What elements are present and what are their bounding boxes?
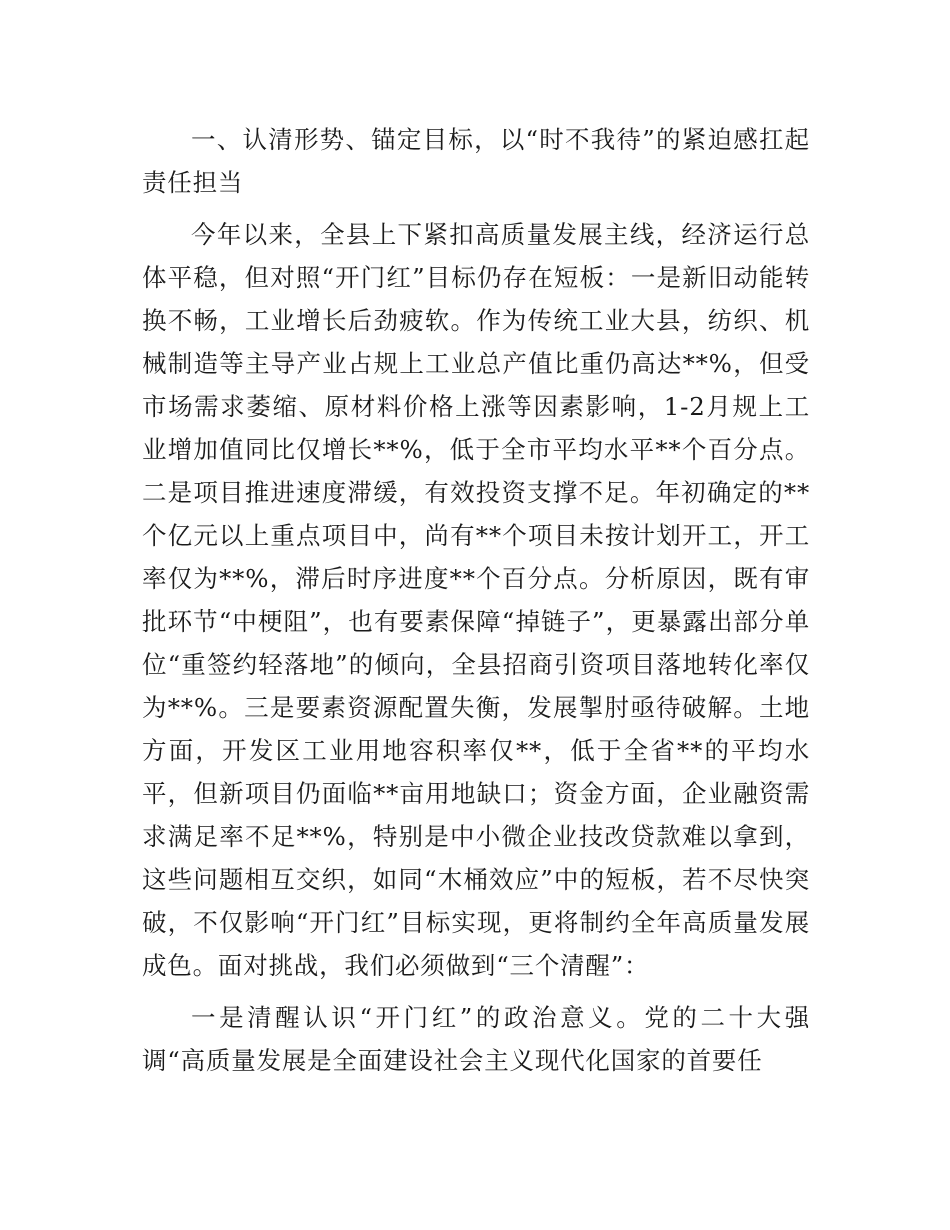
section-heading: 一、认清形势、锚定目标，以“时不我待”的紧迫感扛起责任担当 (142, 125, 810, 197)
body-paragraph-first-awareness: 一是清醒认识“开门红”的政治意义。党的二十大强调“高质量发展是全面建设社会主义现代化国家的首要任 (142, 1003, 810, 1075)
body-paragraph-situation: 今年以来，全县上下紧扣高质量发展主线，经济运行总体平稳，但对照“开门红”目标仍存在短板：一是新旧动能转换不畅，工业增长后劲疲软。作为传统工业大县，纺织、机械制造等主导产业占规上工业总产值比重仍高达**%，但受市场需求萎缩、原材料价格上涨等因素影响，1-2月规上工业增加值同比仅增长**%，低于全市平均水平**个百分点。二是项目推进速度滞缓，有效投资支撑不足。年初确定的**个亿元以上重点项目中，尚有**个项目未按计划开工，开工率仅为**%，滞后时序进度**个百分点。分析原因，既有审批环节“中梗阻”，也有要素保障“掉链子”，更暴露出部分单位“重签约轻落地”的倾向，全县招商引资项目落地转化率仅为**%。三是要素资源配置失衡，发展掣肘亟待破解。土地方面，开发区工业用地容积率仅**，低于全省**的平均水平，但新项目仍面临**亩用地缺口；资金方面，企业融资需求满足率不足**%，特别是中小微企业技改贷款难以拿到，这些问题相互交织，如同“木桶效应”中的短板，若不尽快突破，不仅影响“开门红”目标实现，更将制约全年高质量发展成色。面对挑战，我们必须做到“三个清醒”： (142, 220, 810, 980)
document-body (142, 118, 810, 1091)
